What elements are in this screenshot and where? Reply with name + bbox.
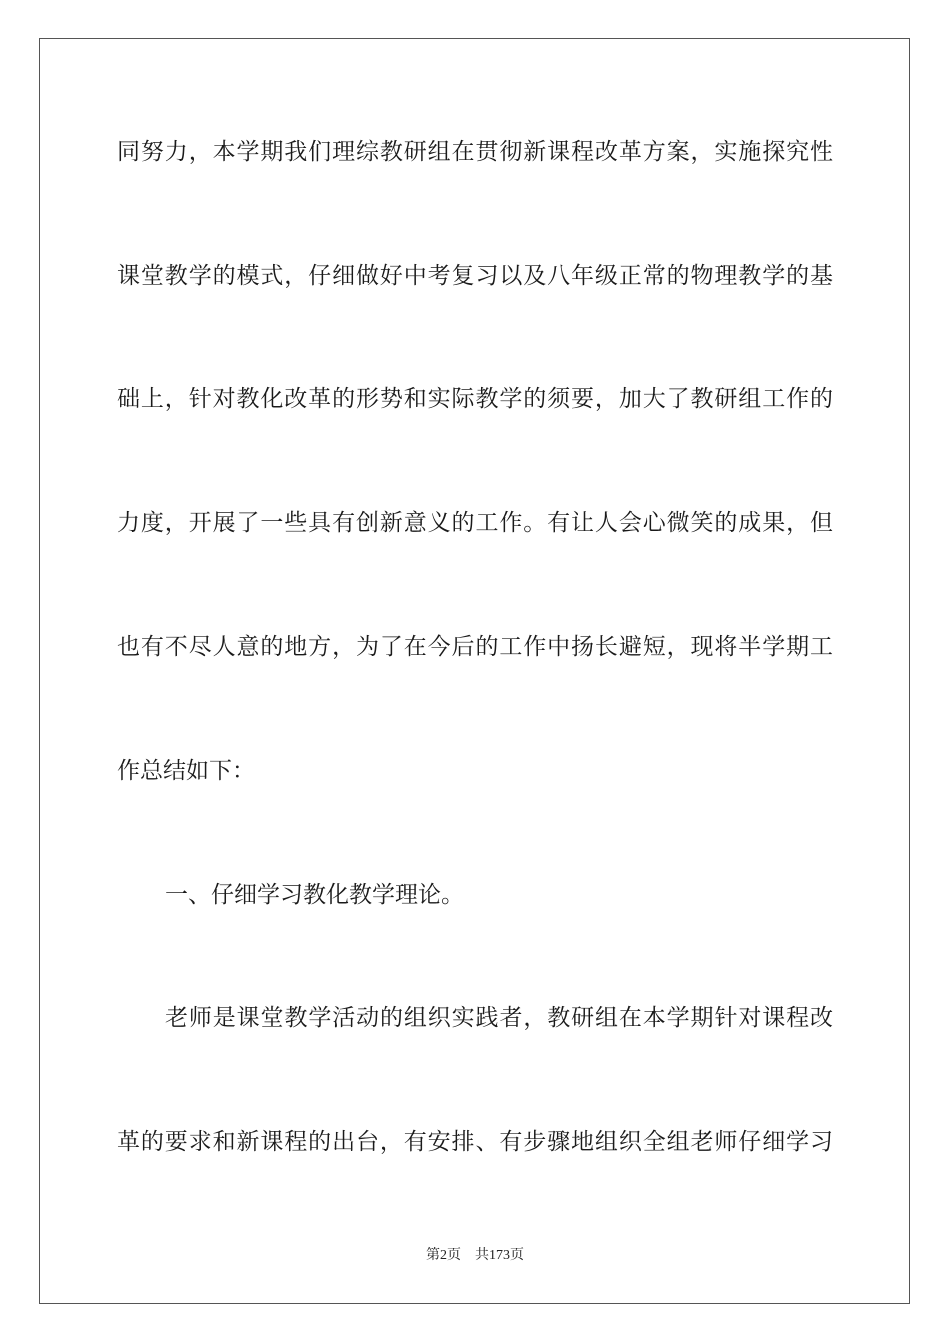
page-number: 第2页 xyxy=(426,1248,461,1263)
page-border xyxy=(39,38,910,1304)
body-text-line: 课堂教学的模式，仔细做好中考复习以及八年级正常的物理教学的基 xyxy=(117,263,833,289)
body-text-line: 作总结如下： xyxy=(117,758,255,784)
page-footer xyxy=(0,1246,950,1266)
body-text-line: 也有不尽人意的地方，为了在今后的工作中扬长避短，现将半学期工 xyxy=(117,634,833,660)
body-text-line: 老师是课堂教学活动的组织实践者，教研组在本学期针对课程改 xyxy=(165,1005,833,1031)
body-text-line: 同努力，本学期我们理综教研组在贯彻新课程改革方案，实施探究性 xyxy=(117,139,833,165)
section-heading: 一、仔细学习教化教学理论。 xyxy=(165,882,464,908)
total-pages: 共173页 xyxy=(475,1248,524,1263)
body-text-line: 革的要求和新课程的出台，有安排、有步骤地组织全组老师仔细学习 xyxy=(117,1129,833,1155)
body-text-line: 力度，开展了一些具有创新意义的工作。有让人会心微笑的成果，但 xyxy=(117,510,833,536)
body-text-line: 础上，针对教化改革的形势和实际教学的须要，加大了教研组工作的 xyxy=(117,386,833,412)
